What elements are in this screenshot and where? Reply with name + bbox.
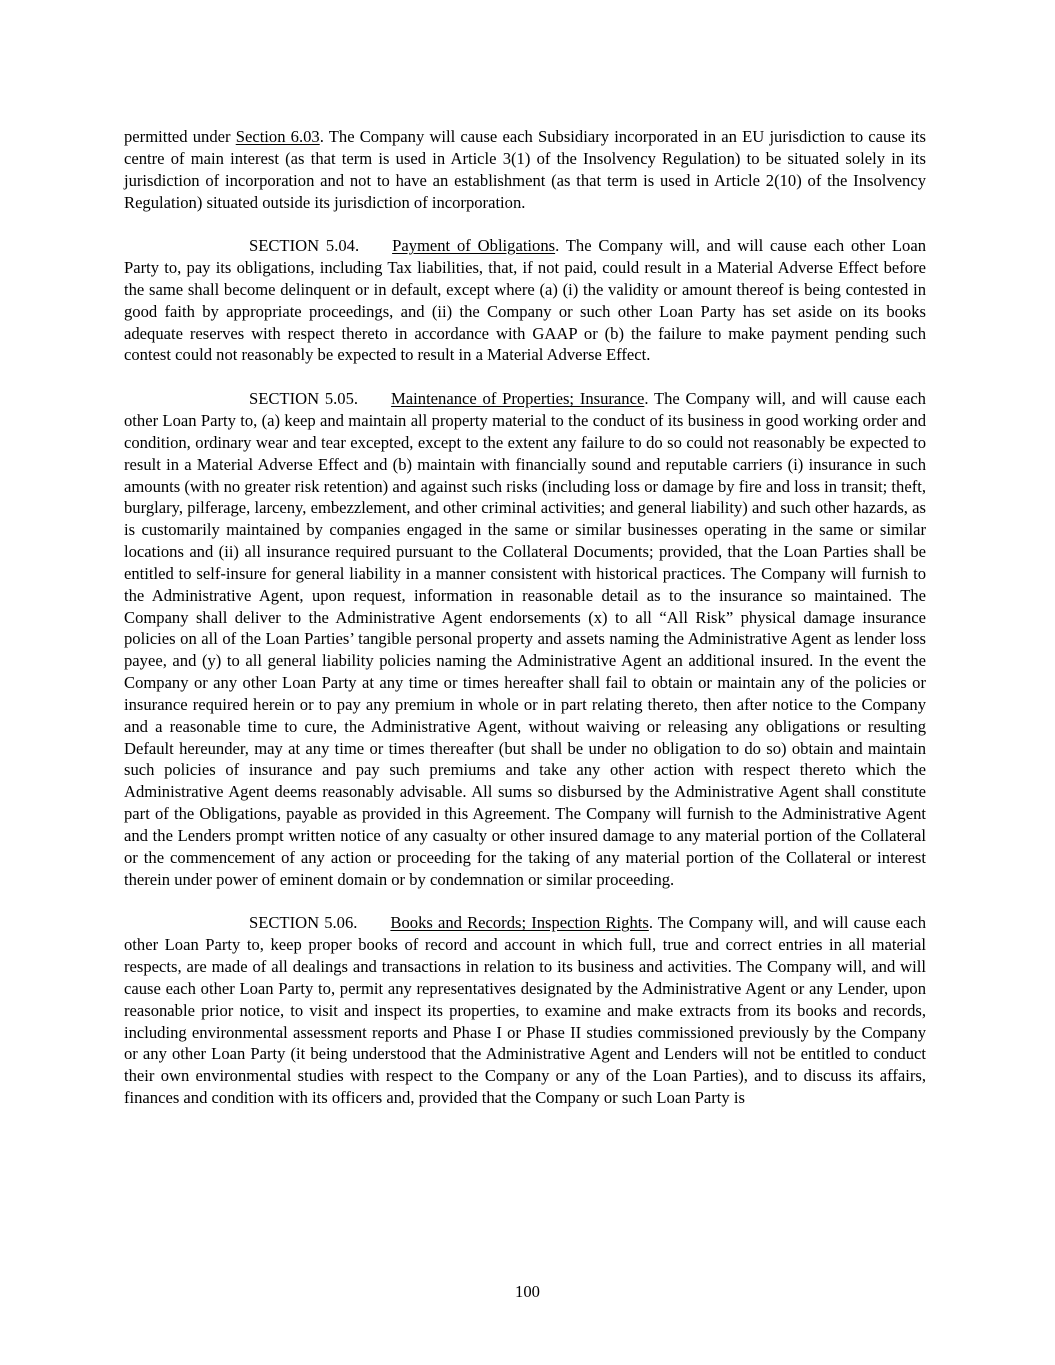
paragraph-text: . The Company will cause each Subsidiary incorporated in an EU jurisdiction to cause its centre of main interest (as that term is used in Article 3(1) of the Insolvency Regulation) to be situated solely in its jurisdiction of incorporation and not to have an establishment (as that term is used in Article 2(10) of the Insolvency Regulation) situated outside its jurisdiction of incorporation. (124, 127, 927, 212)
document-page (124, 126, 926, 1131)
section-title: Payment of Obligations (392, 236, 556, 256)
section-5-04 (124, 235, 926, 366)
section-body: . The Company will, and will cause each other Loan Party to, keep proper books of record and account in which full, true and correct entries in all material respects, are made of all dealings and transactions in relation to its business and activities. The Company will, and will cause each other Loan Party to, permit any representatives designated by the Administrative Agent or any Lender, upon reasonable prior notice, to visit and inspect its properties, to examine and make extracts from its books and records, including environmental assessment reports and Phase I or Phase II studies commissioned previously by the Company or any other Loan Party (it being understood that the Administrative Agent and Lenders will not be entitled to conduct their own environmental studies with respect to the Company or any of the Loan Parties), and to discuss its affairs, finances and condition with its officers and, provided that the Company or such Loan Party is (124, 913, 926, 1108)
section-reference: Section 6.03 (235, 127, 320, 146)
section-number: SECTION 5.04. (249, 236, 360, 256)
section-5-06 (124, 912, 926, 1109)
section-title: Books and Records; Inspection Rights (390, 913, 649, 933)
section-number: SECTION 5.05. (249, 389, 359, 409)
paragraph-continuation (124, 126, 926, 213)
section-number: SECTION 5.06. (249, 913, 358, 933)
section-5-05 (124, 388, 926, 890)
section-body: . The Company will, and will cause each other Loan Party to, (a) keep and maintain all property material to the conduct of its business in good working order and condition, ordinary wear and tear excepted, except to the extent any failure to do so could not reasonably be expected to result in a Material Adverse Effect and (b) maintain with financially sound and reputable carriers (i) insurance in such amounts (with no greater risk retention) and against such risks (including loss or damage by fire and loss in transit; theft, burglary, pilferage, larceny, embezzlement, and other criminal activities; and general liability) and such other hazards, as is customarily maintained by companies engaged in the same or similar businesses operating in the same or similar locations and (ii) all insurance required pursuant to the Collateral Documents; provided, that the Loan Parties shall be entitled to self-insure for general liability in a manner consistent with historical practices. The Company will furnish to the Administrative Agent, upon request, information in reasonable detail as to the insurance so maintained. The Company shall deliver to the Administrative Agent endorsements (x) to all “All Risk” physical damage insurance policies on all of the Loan Parties’ tangible personal property and assets naming the Administrative Agent as lender loss payee, and (y) to all general liability policies naming the Administrative Agent an additional insured. In the event the Company or any other Loan Party at any time or times hereafter shall fail to obtain or maintain any of the policies or insurance required herein or to pay any premium in whole or in part relating thereto, then after notice to the Company and a reasonable time to cure, the Administrative Agent, without waiving or releasing any obligations or resulting Default hereunder, may at any time or times thereafter (but shall be under no obligation to do so) obtain and maintain such policies of insurance and pay such premiums and take any other action with respect thereto which the Administrative Agent deems reasonably advisable. All sums so disbursed by the Administrative Agent shall constitute part of the Obligations, payable as provided in this Agreement. The Company will furnish to the Administrative Agent and the Lenders prompt written notice of any casualty or other insured damage to any material portion of the Collateral or the commencement of any action or proceeding for the taking of any material portion of the Collateral or interest therein under power of eminent domain or by condemnation or similar proceeding. (124, 389, 926, 889)
page-number: 100 (515, 1282, 540, 1301)
paragraph-text: permitted under (124, 127, 236, 146)
section-title: Maintenance of Properties; Insurance (391, 389, 645, 409)
section-body: . The Company will, and will cause each other Loan Party to, pay its obligations, including Tax liabilities, that, if not paid, could result in a Material Adverse Effect before the same shall become delinquent or in default, except where (a) (i) the validity or amount thereof is being contested in good faith by appropriate proceedings, and (ii) the Company or such other Loan Party has set aside on its books adequate reserves with respect thereto in accordance with GAAP or (b) the failure to make payment pending such contest could not reasonably be expected to result in a Material Adverse Effect. (124, 236, 926, 365)
